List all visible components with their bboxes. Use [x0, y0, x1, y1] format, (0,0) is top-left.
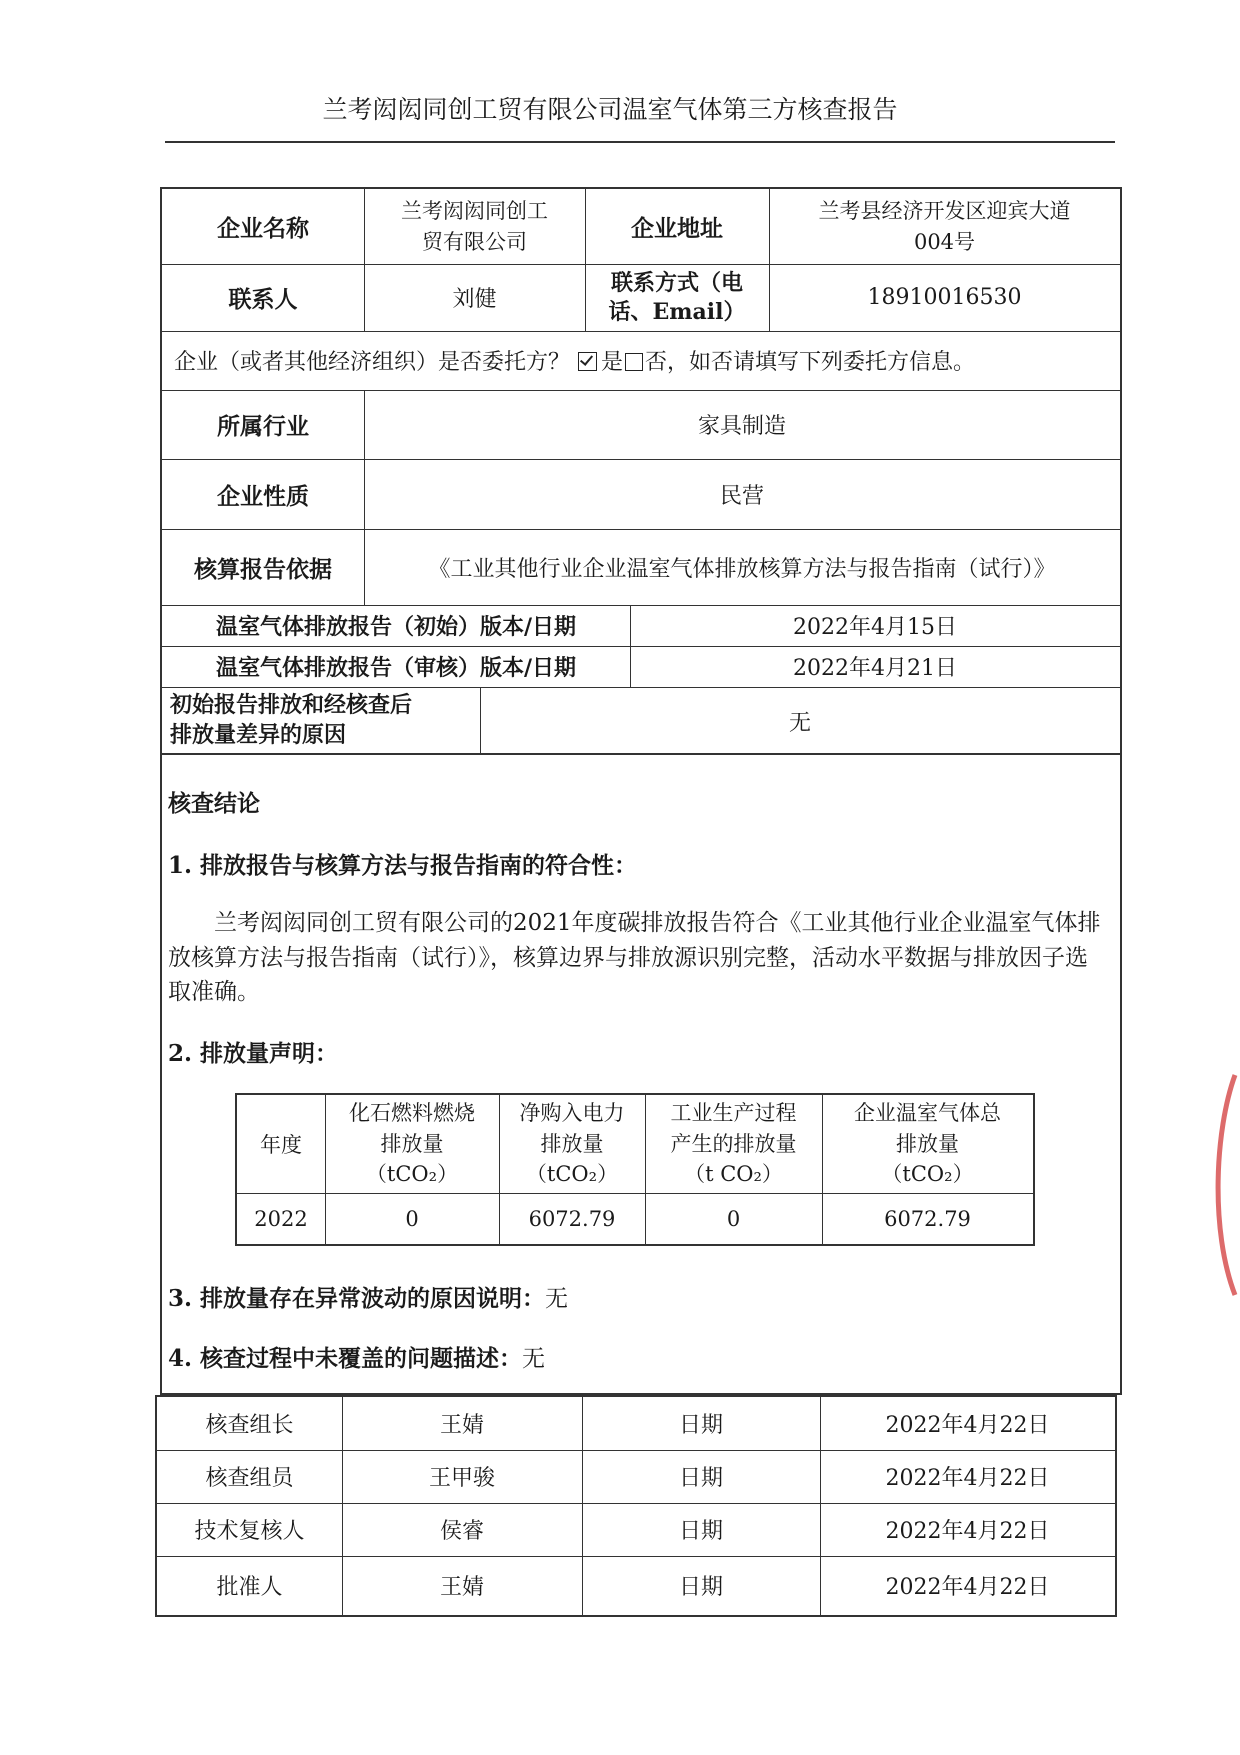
checked-box-icon[interactable] [578, 352, 597, 371]
conclusion-heading: 核查结论 [168, 790, 260, 817]
signoff-date: 2022年4月22日 [885, 1575, 1050, 1600]
nature-value: 民营 [719, 483, 764, 509]
contact-label: 联系人 [228, 286, 298, 313]
signoff-role: 技术复核人 [194, 1519, 305, 1544]
signoff-table [155, 1395, 1117, 1617]
table-cell-industrial-process: 0 [726, 1206, 741, 1231]
nature-label: 企业性质 [217, 482, 309, 510]
signoff-date: 2022年4月22日 [885, 1519, 1050, 1544]
signoff-date-label: 日期 [678, 1413, 723, 1438]
emission-statement-title: 2. 排放量声明： [168, 1040, 339, 1067]
company-address-value: 兰考县经济开发区迎宾大道 004号 [818, 199, 1071, 254]
table-cell-year: 2022 [254, 1206, 308, 1231]
conformity-title: 1. 排放报告与核算方法与报告指南的符合性： [168, 852, 638, 879]
difference-label: 初始报告排放和经核查后 排放量差异的原因 [170, 692, 413, 748]
signoff-role: 核查组长 [205, 1413, 294, 1438]
fluctuation-row [168, 1280, 568, 1313]
company-name-label: 企业名称 [217, 215, 309, 242]
company-name-value: 兰考闳闳同创工 贸有限公司 [401, 199, 548, 254]
signoff-date-label: 日期 [678, 1575, 723, 1600]
signoff-role: 核查组员 [205, 1466, 294, 1491]
basis-value: 《工业其他行业企业温室气体排放核算方法与报告指南（试行）》 [428, 556, 1056, 582]
contact-value: 刘健 [452, 287, 497, 312]
signoff-date: 2022年4月22日 [885, 1466, 1050, 1491]
uncovered-issues-row [168, 1340, 545, 1373]
entrust-no-label: 否，如否请填写下列委托方信息。 [645, 350, 976, 375]
phone-value: 18910016530 [867, 285, 1022, 310]
basis-label: 核算报告依据 [194, 555, 332, 583]
table-cell-purchased-electricity: 6072.79 [528, 1206, 616, 1231]
table-cell-fossil-fuel: 0 [405, 1206, 419, 1231]
signoff-date-label: 日期 [678, 1519, 723, 1544]
entrust-row [174, 331, 1114, 390]
unchecked-box-icon[interactable] [625, 353, 643, 371]
industry-value: 家具制造 [697, 414, 786, 439]
table-header-total: 企业温室气体总 排放量 （tCO₂） [854, 1101, 1001, 1187]
phone-label: 联系方式（电 话、Email） [608, 269, 746, 325]
table-header-industrial-process: 工业生产过程 产生的排放量 （t CO₂） [670, 1101, 797, 1187]
uncovered-issues-value: 无 [522, 1346, 546, 1372]
signoff-date: 2022年4月22日 [885, 1413, 1050, 1438]
table-header-fossil-fuel: 化石燃料燃烧 排放量 （tCO₂） [349, 1101, 475, 1187]
fluctuation-title: 3. 排放量存在异常波动的原因说明： [168, 1285, 546, 1312]
uncovered-issues-title: 4. 核查过程中未覆盖的问题描述： [168, 1345, 523, 1372]
entrust-yes-label: 是 [601, 350, 624, 375]
table-cell-total: 6072.79 [884, 1206, 971, 1231]
initial-report-label: 温室气体排放报告（初始）版本/日期 [215, 614, 577, 640]
entrust-question: 企业（或者其他经济组织）是否委托方？ [174, 350, 571, 375]
conformity-body: 兰考闳闳同创工贸有限公司的2021年度碳排放报告符合《工业其他行业企业温室气体排放核算方法与报告指南（试行）》，核算边界与排放源识别完整，活动水平数据与排放因子选取准确。 [168, 910, 1101, 1005]
signoff-name: 王甲骏 [428, 1466, 495, 1491]
company-address-label: 企业地址 [631, 215, 723, 242]
initial-report-date: 2022年4月15日 [793, 615, 957, 640]
signoff-name: 王婧 [439, 1413, 484, 1438]
report-title: 兰考闳闳同创工贸有限公司温室气体第三方核查报告 [322, 95, 898, 124]
emissions-table [235, 1093, 1035, 1246]
fluctuation-value: 无 [545, 1286, 569, 1312]
signoff-name: 侯睿 [439, 1519, 484, 1544]
difference-value: 无 [788, 710, 811, 736]
signoff-date-label: 日期 [678, 1466, 723, 1491]
seal-stamp-icon [1205, 1070, 1240, 1300]
header-rule [165, 141, 1115, 143]
industry-label: 所属行业 [217, 413, 309, 440]
signoff-role: 批准人 [216, 1575, 283, 1600]
review-report-date: 2022年4月21日 [793, 656, 957, 681]
table-header-purchased-electricity: 净购入电力 排放量 （tCO₂） [519, 1101, 625, 1187]
review-report-label: 温室气体排放报告（审核）版本/日期 [215, 655, 577, 681]
table-header-year: 年度 [260, 1133, 302, 1157]
company-info-table [160, 187, 1122, 755]
signoff-name: 王婧 [439, 1575, 484, 1600]
